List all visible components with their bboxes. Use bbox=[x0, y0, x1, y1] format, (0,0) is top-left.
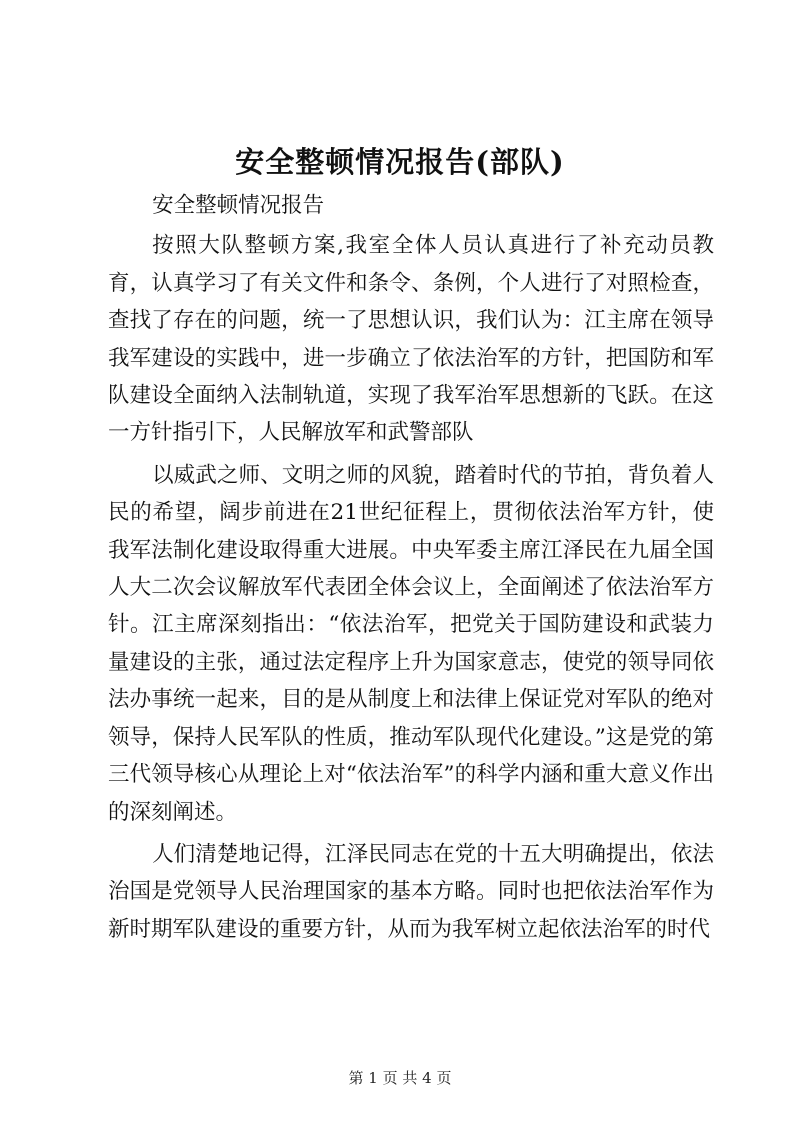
paragraph: 人们清楚地记得，江泽民同志在党的十五大明确提出，依法治国是党领导人民治理国家的基本方略。同时也把依法治军作为新时期军队建设的重要方针，从而为我军树立起依法治军的时代 bbox=[108, 841, 714, 942]
page-number-footer: 第 1 页 共 4 页 bbox=[348, 1069, 452, 1087]
document-title: 安全整顿情况报告(部队) bbox=[235, 145, 565, 179]
document-subtitle: 安全整顿情况报告 bbox=[152, 193, 325, 218]
document-body bbox=[108, 187, 714, 953]
paragraph: 按照大队整顿方案,我室全体人员认真进行了补充动员教育，认真学习了有关文件和条令、条例，个人进行了对照检查，查找了存在的问题，统一了思想认识，我们认为：江主席在领导我军建设的实践中，进一步确立了依法治军的方针，把国防和军队建设全面纳入法制轨道，实现了我军治军思想新的飞跃。在这一方针指引下，人民解放军和武警部队 bbox=[108, 233, 714, 446]
paragraph: 以威武之师、文明之师的风貌，踏着时代的节拍，背负着人民的希望，阔步前进在21世纪征程上，贯彻依法治军方针，使我军法制化建设取得重大进展。中央军委主席江泽民在九届全国人大二次会议解放军代表团全体会议上，全面阐述了依法治军方针。江主席深刻指出：“依法治军，把党关于国防建设和武装力量建设的主张，通过法定程序上升为国家意志，使党的领导同依法办事统一起来，目的是从制度上和法律上保证党对军队的绝对领导，保持人民军队的性质，推动军队现代化建设。”这是党的第三代领导核心从理论上对“依法治军”的科学内涵和重大意义作出的深刻阐述。 bbox=[108, 462, 714, 825]
